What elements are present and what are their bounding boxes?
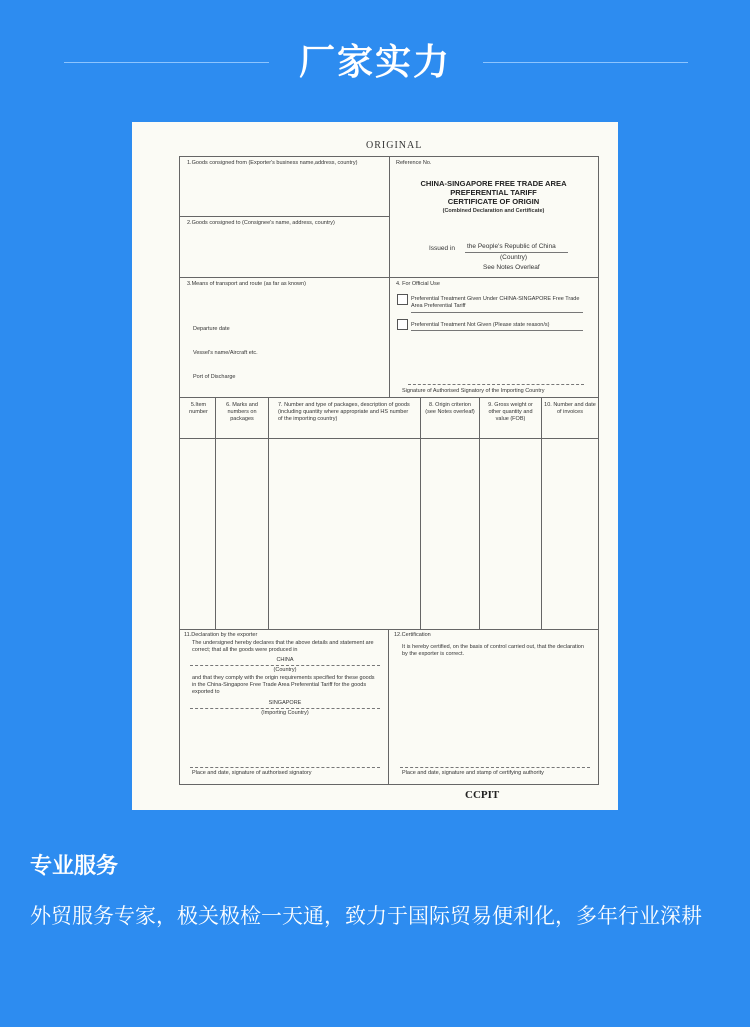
divider-box2-box3 — [180, 277, 598, 278]
box11-signature-label: Place and date, signature of authorised signatory — [192, 770, 312, 776]
country-label: (Country) — [500, 254, 528, 261]
box12-signature-line — [400, 767, 590, 768]
header-divider-right — [483, 62, 688, 63]
issued-in-underline — [465, 252, 568, 253]
vessel-name-label: Vessel's name/Aircraft etc. — [193, 350, 258, 356]
divider-box3-columns — [180, 397, 598, 398]
box11-signature-line — [190, 767, 380, 768]
box11-country-line — [190, 665, 380, 666]
certificate-heading-line2: PREFERENTIAL TARIFF — [450, 188, 537, 197]
divider-box1-box2 — [180, 216, 389, 217]
preferential-given-underline — [411, 312, 583, 313]
column-line-3 — [420, 397, 421, 629]
header-title: 厂家实力 — [298, 42, 451, 83]
column-line-4 — [479, 397, 480, 629]
column-header-marks: 6. Marks and numbers on packages — [226, 402, 258, 422]
column-line-2 — [268, 397, 269, 629]
certificate-of-origin — [132, 122, 618, 810]
importing-signature-label: Signature of Authorised Signatory of the Importing Country — [402, 388, 545, 394]
box11-country-label: (Country) — [273, 667, 297, 673]
original-label: ORIGINAL — [366, 140, 423, 151]
divider-column-headers — [180, 438, 598, 439]
box11-origin-text: and that they comply with the origin requirements specified for these goods in the China-Singapore Free Trade Area Preferential Tariff for the goods exported to — [192, 675, 375, 695]
column-header-invoices: 10. Number and date of invoices — [544, 402, 596, 415]
see-notes-overleaf: See Notes Overleaf — [483, 264, 540, 271]
ccpit-mark: CCPIT — [465, 789, 500, 801]
box2-label: 2.Goods consigned to (Consignee's name, address, country) — [187, 220, 335, 226]
box12-label: 12.Certification — [394, 632, 431, 638]
preferential-given-checkbox[interactable] — [397, 294, 408, 305]
box11-importing-label: (Importing Country) — [261, 710, 309, 716]
box11-importing-line — [190, 708, 380, 709]
column-line-5 — [541, 397, 542, 629]
box4-label: 4. For Official Use — [396, 281, 440, 287]
reference-no-label: Reference No. — [396, 160, 432, 166]
box12-signature-label: Place and date, signature and stamp of certifying authority — [402, 770, 544, 776]
column-header-description: 7. Number and type of packages, description of goods (including quantity where appropriate and HS number of the importing country) — [278, 402, 410, 422]
divider-columns-declaration — [180, 629, 598, 630]
issued-in-label: Issued in — [429, 245, 456, 252]
importing-signature-line — [408, 384, 584, 385]
service-title: 专业服务 — [30, 854, 119, 879]
header-divider-left — [64, 62, 269, 63]
header-banner — [0, 0, 750, 122]
certificate-frame — [179, 156, 599, 785]
preferential-not-given-checkbox[interactable] — [397, 319, 408, 330]
box11-declaration-text: The undersigned hereby declares that the above details and statement are correct; that all the goods were produced in — [192, 640, 374, 653]
certificate-heading-line1: CHINA-SINGAPORE FREE TRADE AREA — [420, 179, 567, 188]
column-line-1 — [215, 397, 216, 629]
box11-country-value: CHINA — [276, 657, 294, 663]
box11-label: 11.Declaration by the exporter — [184, 632, 258, 638]
column-header-origin-criterion: 8. Origin criterion (see Notes overleaf) — [425, 402, 475, 415]
certificate-heading-line3: CERTIFICATE OF ORIGIN — [447, 197, 540, 206]
column-header-item-number: 5.Item number — [189, 402, 208, 415]
box11-importing-value: SINGAPORE — [268, 700, 302, 706]
box3-label: 3.Means of transport and route (as far as known) — [187, 281, 306, 287]
divider-box11-box12 — [388, 629, 389, 784]
preferential-not-given-label: Preferential Treatment Not Given (Please state reason/s) — [411, 322, 550, 328]
port-of-discharge-label: Port of Discharge — [193, 374, 236, 380]
service-description: 外贸服务专家，极关极检一天通，致力于国际贸易便利化，多年行业深耕 — [30, 904, 702, 928]
column-header-gross-weight: 9. Gross weight or other quantity and value (FOB) — [488, 402, 533, 422]
issued-in-value: the People's Republic of China — [467, 243, 556, 250]
box12-certification-text: It is hereby certified, on the basis of control carried out, that the declaration by the exporter is correct. — [402, 644, 584, 657]
preferential-given-label: Preferential Treatment Given Under CHINA-SINGAPORE Free Trade Area Preferential Tariff — [411, 296, 580, 309]
departure-date-label: Departure date — [193, 326, 230, 332]
preferential-not-given-underline — [411, 330, 583, 331]
certificate-heading-sub: (Combined Declaration and Certificate) — [442, 208, 545, 214]
box1-label: 1.Goods consigned from (Exporter's business name,address, country) — [187, 160, 358, 166]
